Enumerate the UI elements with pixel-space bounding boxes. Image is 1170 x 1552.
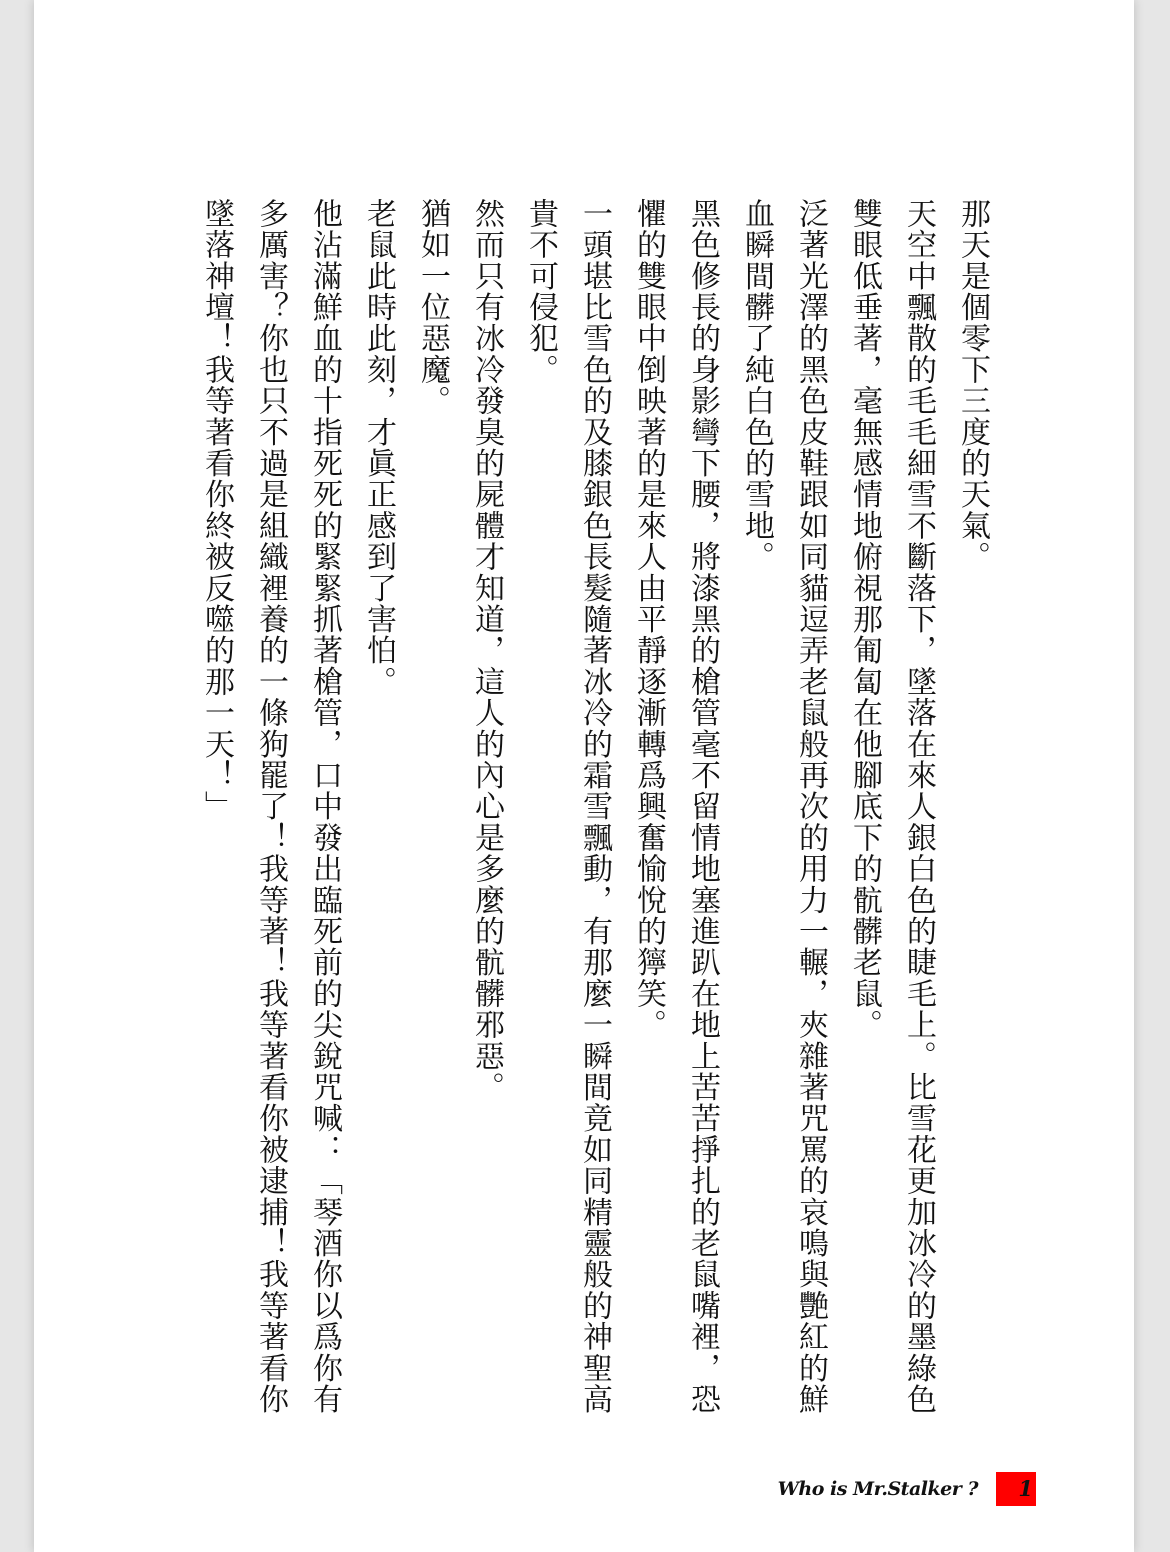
page-number: 1 [1018,1476,1033,1501]
paragraph: 泛著光澤的黑色皮鞋跟如同貓逗弄老鼠般再次的用力一輾，夾雜著咒罵的哀鳴與艷紅的鮮血瞬間髒了純白色的雪地。 [739,198,828,1415]
paragraph: 那天是個零下三度的天氣。 [955,198,990,573]
paragraph: 然而只有冰冷發臭的屍體才知道，這人的內心是多麼的骯髒邪惡。 [469,198,504,1103]
paragraph: 老鼠此時此刻，才眞正感到了害怕。 [361,198,396,698]
page-footer [778,1472,1036,1506]
paragraph: 黑色修長的身影彎下腰，將漆黑的槍管毫不留情地塞進趴在地上苦苦掙扎的老鼠嘴裡，恐懼的雙眼中倒映著的是來人由平靜逐漸轉爲興奮愉悅的獰笑。 [631,198,720,1415]
vertical-text-body [189,198,999,1428]
document-page [34,0,1134,1552]
paragraph: 天空中飄散的毛毛細雪不斷落下，墜落在來人銀白色的睫毛上。比雪花更加冰冷的墨綠色雙眼低垂著，毫無感情地俯視那匍匐在他腳底下的骯髒老鼠。 [847,198,936,1415]
page-number-badge [996,1472,1036,1506]
paragraph: 猶如一位惡魔。 [415,198,450,417]
footer-title: Who is Mr.Stalker ? [777,1478,978,1500]
paragraph: 他沾滿鮮血的十指死死的緊緊抓著槍管，口中發出臨死前的尖銳咒喊：「琴酒你以爲你有多厲害？你也只不過是組織裡養的一條狗罷了！我等著！我等著看你被逮捕！我等著看你墜落神壇！我等著看你終被反噬的那一天！」 [199,198,342,1415]
paragraph: 一頭堪比雪色的及膝銀色長髮隨著冰冷的霜雪飄動，有那麼一瞬間竟如同精靈般的神聖高貴不可侵犯。 [523,198,612,1415]
